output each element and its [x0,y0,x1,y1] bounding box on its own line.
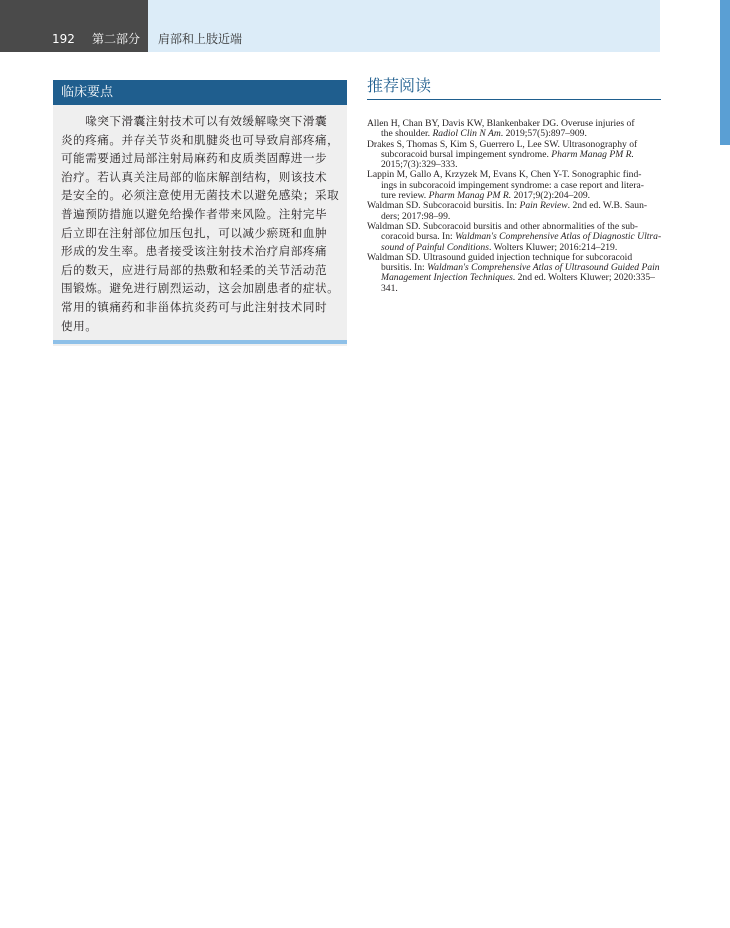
reference-list [367,119,663,294]
clinical-text-line: 治疗。若认真关注局部的临床解剖结构，则该技术 [61,169,328,184]
reference-italic-run: Pharm Manag PM R. [551,148,634,160]
clinical-text-line: 可能需要通过局部注射局麻药和皮质类固醇进一步 [61,151,328,166]
clinical-pearls-title-bar [53,80,347,105]
reference-entry [367,253,663,294]
clinical-text-line: 炎的疼痛。并存关节炎和肌腱炎也可导致肩部疼痛， [61,132,340,147]
reference-line [367,284,663,294]
reference-entry [367,170,663,201]
reference-italic-run: Waldman's Comprehensive Atlas of Ultrasound Guided Pain [427,262,660,274]
reference-text-run: 341. [381,282,398,294]
clinical-text-line: 形成的发生率。患者接受该注射技术治疗肩部疼痛 [61,244,328,259]
reference-entry [367,119,663,140]
reference-text-run: Drakes S, Thomas S, Kim S, Guerrero L, Lee SW. Ultrasonography of [367,138,638,150]
reference-text-run: . 2nd ed. W.B. Saun- [567,200,648,212]
reference-text-run: 2017;9(2):204–209. [511,190,591,202]
clinical-pearls-text [61,112,341,335]
reference-text-run: ders; 2017:98–99. [381,210,451,222]
reference-entry [367,201,663,222]
clinical-pearls-title: 临床要点 [61,85,114,100]
reference-italic-run: Radiol Clin N Am [432,128,501,140]
reference-italic-run: sound of Painful Conditions [381,241,489,253]
reference-text-run: 2015;7(3):329–333. [381,159,458,171]
clinical-pearls-box [53,80,347,346]
page-number: 192 [52,32,75,46]
reference-text-run: Waldman SD. Subcoracoid bursitis. In: [367,200,520,212]
reference-italic-run: Pharm Manag PM R. [428,190,512,202]
clinical-text-line: 后的数天，应进行局部的热敷和轻柔的关节活动范 [61,262,328,277]
reference-italic-run: Waldman's Comprehensive Atlas of Diagnostic Ultra- [455,231,662,243]
clinical-text-line: 喙突下滑囊注射技术可以有效缓解喙突下滑囊 [61,114,328,128]
clinical-text-line: 普遍预防措施以避免给操作者带来风险。注射完毕 [61,206,328,221]
reference-text-run: coracoid bursa. In: [381,231,456,243]
reference-italic-run: Management Injection Techniques [381,272,513,284]
reference-text-run: subcoracoid bursal impingement syndrome. [381,148,552,160]
clinical-text-line: 是安全的。必须注意使用无菌技术以避免感染；采取 [61,188,340,203]
reference-text-run: the shoulder. [381,128,433,140]
clinical-pearls-bottom-rule [53,340,347,344]
clinical-text-line: 使用。 [61,318,98,333]
reference-text-run: Lappin M, Gallo A, Krzyzek M, Evans K, Chen Y-T. Sonographic find- [367,169,642,181]
reference-text-run: . Wolters Kluwer; 2016:214–219. [488,241,618,253]
reference-text-run: . 2019;57(5):897–909. [500,128,587,140]
reference-entry [367,222,663,253]
reference-text-run: Allen H, Chan BY, Davis KW, Blankenbaker DG. Overuse injuries of [367,118,635,129]
suggested-reading-rule [367,99,661,100]
section-edge-tab [720,0,730,145]
reference-italic-run: Pain Review [519,200,568,212]
suggested-reading-title: 推荐阅读 [367,76,432,95]
reference-text-run: ings in subcoracoid impingement syndrome: a case report and litera- [381,179,644,191]
reference-line [367,273,663,283]
reference-text-run: . 2nd ed. Wolters Kluwer; 2020:335– [512,272,655,284]
part-label: 第二部分 [92,32,141,46]
clinical-text-line: 围锻炼。避免进行剧烈运动，这会加剧患者的症状。 [61,281,340,296]
reference-text-run: Waldman SD. Ultrasound guided injection technique for subcoracoid [367,251,633,263]
reference-text-run: Waldman SD. Subcoracoid bursitis and other abnormalities of the sub- [367,220,638,232]
clinical-text-line: 常用的镇痛药和非甾体抗炎药可与此注射技术同时 [61,299,328,314]
chapter-title: 肩部和上肢近端 [158,32,243,46]
clinical-text-line: 后立即在注射部位加压包扎，可以减少瘀斑和血肿 [61,225,328,240]
reference-text-run: ture review. [381,190,429,202]
reference-text-run: bursitis. In: [381,262,428,274]
reference-entry [367,140,663,171]
